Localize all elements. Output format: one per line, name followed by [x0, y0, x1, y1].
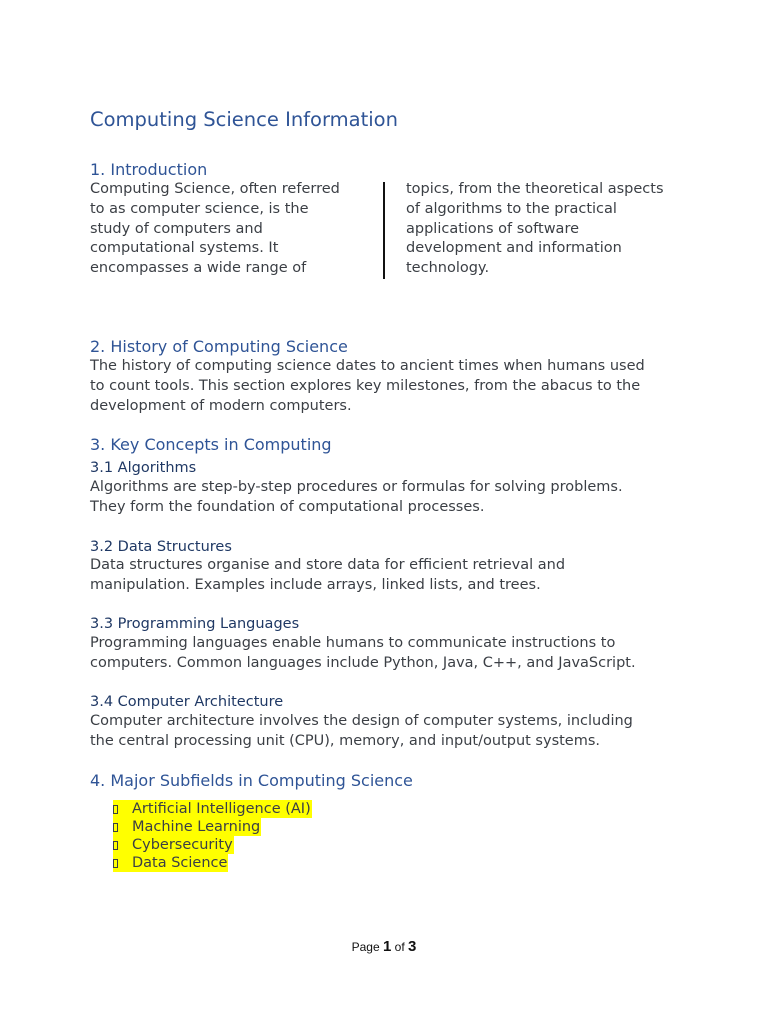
- data-structures-paragraph: [90, 556, 565, 596]
- list-item-label: Machine Learning: [132, 819, 261, 835]
- list-item: [113, 818, 261, 836]
- column-divider: [383, 182, 385, 279]
- intro-right-line: of algorithms to the practical: [406, 200, 617, 217]
- total-pages-number: 3: [408, 938, 417, 955]
- intro-column-right: [406, 180, 664, 279]
- intro-left-line: Computing Science, often referred: [90, 181, 340, 197]
- intro-left-line: study of computers and: [90, 220, 263, 237]
- computer-architecture-paragraph: [90, 712, 633, 752]
- heading-introduction: 1. Introduction: [90, 160, 208, 179]
- history-line: to count tools. This section explores key milestones, from the abacus to the: [90, 377, 641, 394]
- algorithms-line: Algorithms are step-by-step procedures or formulas for solving problems.: [90, 479, 623, 495]
- list-item-label: Artificial Intelligence (AI): [132, 801, 311, 817]
- bullet-box-icon: [113, 805, 118, 814]
- intro-left-line: computational systems. It: [90, 240, 279, 257]
- list-item: [113, 854, 228, 872]
- intro-column-left: [90, 180, 340, 279]
- computer-architecture-line: Computer architecture involves the design of computer systems, including: [90, 713, 633, 729]
- current-page-number: 1: [382, 938, 392, 955]
- bullet-box-icon: [113, 823, 118, 832]
- document-title: Computing Science Information: [90, 108, 398, 131]
- list-item-label: Cybersecurity: [132, 837, 233, 853]
- programming-languages-line: Programming languages enable humans to communicate instructions to: [90, 635, 616, 651]
- heading-key-concepts: 3. Key Concepts in Computing: [90, 435, 332, 454]
- intro-right-line: development and information: [406, 240, 622, 257]
- programming-languages-paragraph: [90, 634, 636, 674]
- page-label: Page: [351, 940, 380, 954]
- intro-right-line: applications of software: [406, 220, 580, 237]
- heading-computer-architecture: 3.4 Computer Architecture: [90, 694, 284, 710]
- history-line: development of modern computers.: [90, 397, 352, 414]
- data-structures-line: manipulation. Examples include arrays, linked lists, and trees.: [90, 576, 541, 593]
- page-number-footer: [0, 938, 768, 955]
- bullet-box-icon: [113, 841, 118, 850]
- subfields-list: [113, 800, 312, 872]
- list-item: [113, 836, 234, 854]
- list-item: [113, 800, 312, 818]
- list-item-label: Data Science: [132, 855, 228, 871]
- history-paragraph: [90, 357, 645, 416]
- algorithms-paragraph: [90, 478, 623, 518]
- history-line: The history of computing science dates to ancient times when humans used: [90, 358, 645, 374]
- heading-subfields: 4. Major Subfields in Computing Science: [90, 771, 413, 790]
- computer-architecture-line: the central processing unit (CPU), memory, and input/output systems.: [90, 732, 601, 749]
- intro-right-line: topics, from the theoretical aspects: [406, 181, 664, 197]
- programming-languages-line: computers. Common languages include Python, Java, C++, and JavaScript.: [90, 654, 636, 671]
- intro-left-line: to as computer science, is the: [90, 200, 309, 217]
- intro-left-line: encompasses a wide range of: [90, 260, 307, 277]
- heading-history: 2. History of Computing Science: [90, 337, 348, 356]
- heading-programming-languages: 3.3 Programming Languages: [90, 616, 300, 632]
- heading-data-structures: 3.2 Data Structures: [90, 539, 232, 555]
- bullet-box-icon: [113, 859, 118, 868]
- algorithms-line: They form the foundation of computational processes.: [90, 498, 485, 515]
- data-structures-line: Data structures organise and store data for efficient retrieval and: [90, 557, 566, 573]
- of-label: of: [394, 940, 405, 954]
- heading-algorithms: 3.1 Algorithms: [90, 460, 197, 476]
- intro-right-line: technology.: [406, 260, 490, 277]
